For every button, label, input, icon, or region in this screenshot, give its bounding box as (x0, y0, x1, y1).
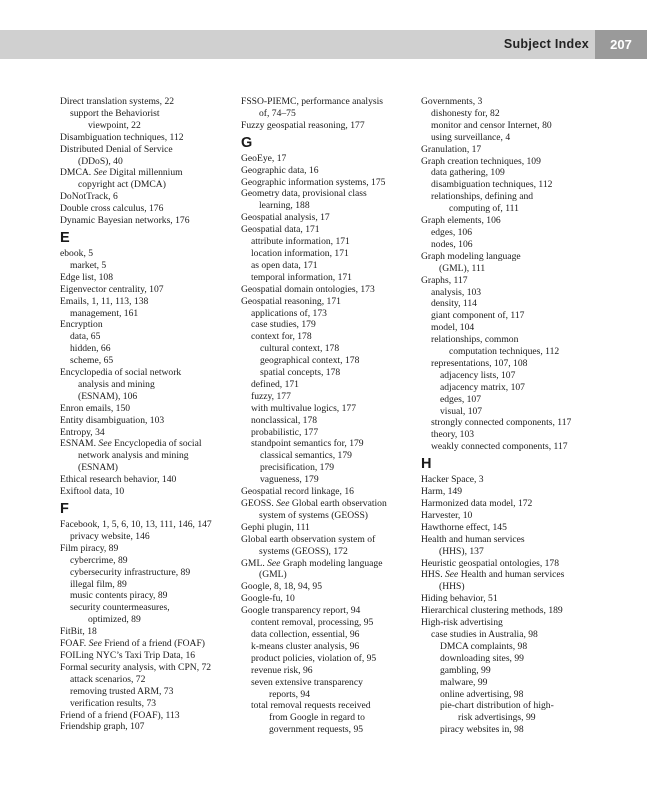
entry-line: Edge list, 108 (60, 271, 114, 283)
entry-line: HHS. See Health and human services (421, 569, 565, 581)
index-entry (421, 617, 599, 629)
index-subentry (241, 391, 419, 403)
entry-line: pie-chart distribution of high- (440, 700, 554, 712)
index-entry (60, 284, 238, 296)
index-entry (241, 534, 419, 558)
entry-line: Geospatial domain ontologies, 173 (241, 283, 375, 295)
entry-line: copyright act (DMCA) (78, 179, 166, 191)
entry-line: Double cross calculus, 176 (60, 203, 164, 215)
index-entry (60, 427, 238, 439)
entry-line: disambiguation techniques, 112 (431, 179, 553, 191)
index-entry (60, 132, 238, 144)
entry-line: fuzzy, 177 (251, 390, 291, 402)
entry-line: Encyclopedia of social network (60, 367, 182, 379)
index-subentry (421, 641, 599, 653)
entry-line: Friend of a friend (FOAF), 113 (60, 709, 180, 721)
entry-line: Friendship graph, 107 (60, 721, 145, 733)
entry-line: Exiftool data, 10 (60, 486, 125, 498)
entry-line: context for, 178 (251, 331, 312, 343)
index-subentry (421, 287, 599, 299)
entry-line: attack scenarios, 72 (70, 673, 146, 685)
index-entry (60, 486, 238, 498)
entry-line: data, 65 (70, 331, 101, 343)
index-entry (60, 272, 238, 284)
entry-line: Global earth observation system of (241, 533, 376, 545)
entry-line: Geospatial data, 171 (241, 224, 320, 236)
entry-line: Geographic data, 16 (241, 164, 319, 176)
index-entry (60, 710, 238, 722)
entry-line: ESNAM. See Encyclopedia of social (60, 438, 202, 450)
entry-line: Geospatial record linkage, 16 (241, 486, 354, 498)
entry-line: risk advertisings, 99 (458, 712, 536, 724)
index-subentry (421, 429, 599, 441)
entry-line: Granulation, 17 (421, 143, 482, 155)
running-header (0, 30, 647, 59)
index-entry (60, 638, 238, 650)
index-entry (421, 156, 599, 168)
entry-line: management, 161 (70, 307, 139, 319)
index-column-2 (241, 96, 419, 736)
index-entry (421, 474, 599, 486)
entry-line: reports, 94 (269, 688, 311, 700)
index-subentry (421, 167, 599, 179)
index-entry (421, 558, 599, 570)
entry-line: network analysis and mining (78, 450, 189, 462)
index-column-3 (421, 96, 599, 736)
index-subentry (421, 310, 599, 322)
entry-line: Graph modeling language (421, 250, 521, 262)
index-subentry (241, 343, 419, 355)
index-subentry (241, 427, 419, 439)
index-subentry (241, 629, 419, 641)
entry-line: Google, 8, 18, 94, 95 (241, 581, 323, 593)
index-entry (60, 215, 238, 227)
entry-line: viewpoint, 22 (88, 119, 141, 131)
index-subentry (421, 406, 599, 418)
index-entry (421, 486, 599, 498)
entry-line: Enron emails, 150 (60, 402, 131, 414)
index-subentry (241, 248, 419, 260)
entry-line: cybersecurity infrastructure, 89 (70, 566, 191, 578)
index-subentry (421, 700, 599, 724)
letter-heading: H (421, 456, 432, 473)
entry-line: GEOSS. See Global earth observation (241, 498, 387, 509)
entry-line: Geospatial analysis, 17 (241, 212, 330, 224)
entry-line: computation techniques, 112 (449, 346, 560, 358)
entry-line: weakly connected components, 117 (431, 441, 568, 453)
index-subentry (421, 629, 599, 641)
entry-line: analysis, 103 (431, 286, 482, 298)
index-subentry (421, 132, 599, 144)
entry-line: Gephi plugin, 111 (241, 521, 310, 533)
index-subentry (60, 686, 238, 698)
entry-line: with multivalue logics, 177 (251, 402, 356, 414)
index-entry (241, 96, 419, 120)
entry-line: (ESNAM) (78, 462, 118, 474)
index-entry (60, 96, 238, 108)
entry-line: illegal film, 89 (70, 578, 127, 590)
letter-heading: F (60, 501, 69, 517)
index-entry (60, 203, 238, 215)
entry-line: hidden, 66 (70, 343, 111, 355)
entry-line: scheme, 65 (70, 355, 114, 367)
index-entry (241, 296, 419, 308)
entry-line: location information, 171 (251, 247, 349, 259)
index-subentry (60, 331, 238, 343)
index-entry (421, 534, 599, 558)
index-subentry (241, 462, 419, 474)
entry-line: cybercrime, 89 (70, 554, 128, 566)
entry-line: Hierarchical clustering methods, 189 (421, 605, 563, 617)
letter-heading: E (60, 229, 70, 246)
entry-line: Graph elements, 106 (421, 215, 501, 227)
index-subentry (421, 120, 599, 132)
index-entry (60, 403, 238, 415)
entry-line: seven extensive transparency (251, 676, 363, 688)
entry-line: temporal information, 171 (251, 271, 352, 283)
entry-line: Encryption (60, 319, 103, 331)
index-subentry (241, 677, 419, 701)
entry-line: Harm, 149 (421, 486, 463, 498)
entry-line: Geographic information systems, 175 (241, 176, 386, 188)
index-subentry (241, 665, 419, 677)
index-entry (241, 120, 419, 132)
index-subentry (60, 698, 238, 710)
index-subentry (60, 343, 238, 355)
entry-line: support the Behaviorist (70, 107, 160, 119)
index-subentry (60, 674, 238, 686)
index-subentry (241, 403, 419, 415)
index-entry (60, 662, 238, 674)
index-subentry (60, 579, 238, 591)
entry-line: government requests, 95 (269, 724, 364, 736)
index-entry (421, 251, 599, 275)
index-entry (241, 284, 419, 296)
entry-line: Health and human services (421, 533, 525, 545)
entry-line: DMCA. See Digital millennium (60, 167, 183, 179)
entry-line: spatial concepts, 178 (260, 367, 341, 379)
entry-line: applications of, 173 (251, 307, 327, 319)
index-subentry (241, 474, 419, 486)
entry-line: learning, 188 (259, 200, 310, 212)
entry-line: Facebook, 1, 5, 6, 10, 13, 111, 146, 147 (60, 519, 212, 530)
index-subentry (241, 700, 419, 736)
index-entry (241, 593, 419, 605)
index-subentry (421, 441, 599, 453)
index-subentry (241, 617, 419, 629)
entry-line: data gathering, 109 (431, 167, 505, 179)
index-entry (60, 474, 238, 486)
entry-line: Google-fu, 10 (241, 593, 295, 605)
index-subentry (421, 653, 599, 665)
index-subentry (421, 417, 599, 429)
index-entry (241, 188, 419, 212)
index-subentry (421, 724, 599, 736)
entry-line: case studies in Australia, 98 (431, 628, 538, 640)
entry-line: Entity disambiguation, 103 (60, 414, 165, 426)
entry-line: analysis and mining (78, 378, 155, 390)
entry-line: attribute information, 171 (251, 236, 350, 248)
entry-line: Eigenvector centrality, 107 (60, 283, 164, 295)
index-entry (60, 248, 238, 260)
entry-line: product policies, violation of, 95 (251, 652, 377, 664)
index-entry (241, 165, 419, 177)
index-subentry (421, 370, 599, 382)
index-subentry (421, 227, 599, 239)
index-entry (241, 486, 419, 498)
index-entry (60, 296, 238, 308)
index-entry (241, 224, 419, 236)
section-title: Subject Index (503, 37, 589, 51)
entry-line: Governments, 3 (421, 96, 483, 107)
index-subentry (241, 653, 419, 665)
index-subentry (241, 236, 419, 248)
entry-line: Distributed Denial of Service (60, 143, 173, 155)
entry-line: Ethical research behavior, 140 (60, 474, 177, 486)
index-entry (60, 319, 238, 331)
entry-line: classical semantics, 179 (260, 450, 352, 462)
entry-line: Geometry data, provisional class (241, 188, 367, 200)
index-entry (241, 581, 419, 593)
entry-line: computing of, 111 (449, 203, 519, 215)
index-subentry (60, 602, 238, 626)
entry-line: Graphs, 117 (421, 274, 468, 286)
entry-line: malware, 99 (440, 676, 488, 688)
entry-line: GML. See Graph modeling language (241, 557, 383, 569)
entry-line: systems (GEOSS), 172 (259, 545, 348, 557)
entry-line: content removal, processing, 95 (251, 617, 374, 629)
entry-line: edges, 107 (440, 393, 482, 405)
index-subentry (241, 260, 419, 272)
entry-line: GeoEye, 17 (241, 152, 287, 164)
index-entry (421, 593, 599, 605)
entry-line: Hiding behavior, 51 (421, 593, 498, 605)
entry-line: (ESNAM), 106 (78, 390, 138, 402)
entry-line: giant component of, 117 (431, 310, 525, 322)
index-subentry (421, 322, 599, 334)
entry-line: Film piracy, 89 (60, 542, 119, 554)
index-entry (60, 415, 238, 427)
entry-line: music contents piracy, 89 (70, 590, 168, 602)
entry-line: piracy websites in, 98 (440, 724, 524, 736)
index-subentry (241, 450, 419, 462)
entry-line: monitor and censor Internet, 80 (431, 119, 552, 131)
index-entry (421, 96, 599, 108)
entry-line: Fuzzy geospatial reasoning, 177 (241, 119, 365, 131)
entry-line: total removal requests received (251, 700, 371, 712)
index-subentry (241, 272, 419, 284)
index-subentry (421, 334, 599, 358)
entry-line: Geospatial reasoning, 171 (241, 295, 341, 307)
entry-line: security countermeasures, (70, 602, 170, 614)
entry-line: Google transparency report, 94 (241, 605, 361, 617)
entry-line: dishonesty for, 82 (431, 107, 500, 119)
index-subentry (421, 382, 599, 394)
entry-line: standpoint semantics for, 179 (251, 438, 364, 450)
index-entry (60, 367, 238, 403)
entry-line: Heuristic geospatial ontologies, 178 (421, 557, 560, 569)
index-entry (241, 498, 419, 522)
index-entry (241, 212, 419, 224)
entry-line: High-risk advertising (421, 617, 503, 629)
entry-line: Harmonized data model, 172 (421, 498, 533, 509)
entry-line: cultural context, 178 (260, 343, 340, 355)
entry-line: Hawthorne effect, 145 (421, 521, 507, 533)
index-entry (60, 519, 238, 531)
index-entry (241, 522, 419, 534)
index-entry (241, 605, 419, 617)
index-subentry (60, 555, 238, 567)
entry-line: FOILing NYC’s Taxi Trip Data, 16 (60, 649, 196, 661)
entry-line: downloading sites, 99 (440, 652, 524, 664)
index-entry (60, 167, 238, 191)
index-subentry (421, 239, 599, 251)
entry-line: (HHS) (439, 581, 465, 593)
entry-line: model, 104 (431, 322, 475, 334)
index-entry (421, 275, 599, 287)
entry-line: k-means cluster analysis, 96 (251, 640, 360, 652)
entry-line: (GML) (259, 569, 287, 581)
entry-line: Formal security analysis, with CPN, 72 (60, 661, 212, 673)
index-subentry (60, 355, 238, 367)
index-subentry (241, 355, 419, 367)
entry-line: theory, 103 (431, 429, 475, 441)
entry-line: optimized, 89 (88, 614, 141, 626)
index-entry (60, 144, 238, 168)
entry-line: Direct translation systems, 22 (60, 96, 175, 107)
entry-line: defined, 171 (251, 378, 299, 390)
entry-line: online advertising, 98 (440, 688, 524, 700)
entry-line: gambling, 99 (440, 664, 491, 676)
index-subentry (421, 394, 599, 406)
entry-line: from Google in regard to (269, 712, 365, 724)
index-entry (421, 215, 599, 227)
entry-line: FitBit, 18 (60, 626, 97, 638)
index-subentry (421, 358, 599, 370)
index-entry (421, 498, 599, 510)
index-entry (241, 153, 419, 165)
entry-line: density, 114 (431, 298, 477, 310)
entry-line: precisification, 179 (260, 462, 335, 474)
index-subentry (60, 260, 238, 272)
entry-line: representations, 107, 108 (431, 357, 528, 369)
index-subentry (60, 108, 238, 132)
entry-line: DoNotTrack, 6 (60, 191, 118, 203)
index-column-1 (60, 96, 238, 733)
entry-line: removing trusted ARM, 73 (70, 685, 174, 697)
entry-line: nodes, 106 (431, 238, 473, 250)
index-subentry (421, 689, 599, 701)
index-subentry (241, 367, 419, 379)
entry-line: DMCA complaints, 98 (440, 640, 528, 652)
index-subentry (421, 179, 599, 191)
index-subentry (421, 677, 599, 689)
index-subentry (60, 567, 238, 579)
index-entry (421, 510, 599, 522)
entry-line: Harvester, 10 (421, 509, 473, 521)
index-entry (60, 650, 238, 662)
index-subentry (421, 665, 599, 677)
index-subentry (241, 331, 419, 343)
entry-line: as open data, 171 (251, 259, 318, 271)
entry-line: market, 5 (70, 259, 107, 271)
entry-line: (GML), 111 (439, 262, 486, 274)
entry-line: case studies, 179 (251, 319, 316, 331)
index-entry (60, 626, 238, 638)
index-entry (60, 543, 238, 555)
index-subentry (60, 308, 238, 320)
entry-line: FOAF. See Friend of a friend (FOAF) (60, 638, 206, 650)
entry-line: Disambiguation techniques, 112 (60, 131, 184, 143)
index-entry (60, 438, 238, 474)
entry-line: privacy website, 146 (70, 530, 150, 542)
index-subentry (60, 531, 238, 543)
index-subentry (60, 590, 238, 602)
entry-line: FSSO-PIEMC, performance analysis (241, 96, 384, 107)
entry-line: probabilistic, 177 (251, 426, 319, 438)
index-entry (241, 558, 419, 582)
index-entry (421, 144, 599, 156)
entry-line: system of systems (GEOSS) (259, 509, 368, 521)
entry-line: using surveillance, 4 (431, 131, 511, 143)
index-entry (421, 522, 599, 534)
index-subentry (241, 319, 419, 331)
index-entry (241, 177, 419, 189)
entry-line: (DDoS), 40 (78, 155, 123, 167)
index-subentry (421, 298, 599, 310)
entry-line: Entropy, 34 (60, 426, 105, 438)
entry-line: Dynamic Bayesian networks, 176 (60, 215, 190, 227)
entry-line: revenue risk, 96 (251, 664, 313, 676)
entry-line: relationships, defining and (431, 191, 534, 203)
index-entry (60, 191, 238, 203)
index-entry (60, 721, 238, 733)
index-subentry (421, 108, 599, 120)
entry-line: nonclassical, 178 (251, 414, 318, 426)
index-subentry (241, 379, 419, 391)
index-subentry (241, 308, 419, 320)
page-number: 207 (595, 30, 647, 59)
entry-line: Graph creation techniques, 109 (421, 155, 541, 167)
index-subentry (241, 415, 419, 427)
entry-line: (HHS), 137 (439, 545, 484, 557)
index-entry (421, 569, 599, 593)
entry-line: data collection, essential, 96 (251, 628, 360, 640)
entry-line: verification results, 73 (70, 697, 157, 709)
index-subentry (421, 191, 599, 215)
entry-line: edges, 106 (431, 226, 473, 238)
letter-heading: G (241, 134, 253, 151)
entry-line: adjacency lists, 107 (440, 369, 516, 381)
entry-line: ebook, 5 (60, 247, 94, 259)
entry-line: vagueness, 179 (260, 474, 319, 486)
entry-line: geographical context, 178 (260, 355, 360, 367)
entry-line: visual, 107 (440, 405, 483, 417)
index-subentry (241, 438, 419, 450)
index-subentry (241, 641, 419, 653)
entry-line: Hacker Space, 3 (421, 474, 484, 486)
entry-line: strongly connected components, 117 (431, 417, 572, 429)
index-entry (421, 605, 599, 617)
entry-line: Emails, 1, 11, 113, 138 (60, 295, 149, 307)
entry-line: of, 74–75 (259, 107, 296, 119)
entry-line: relationships, common (431, 334, 519, 346)
entry-line: adjacency matrix, 107 (440, 381, 525, 393)
